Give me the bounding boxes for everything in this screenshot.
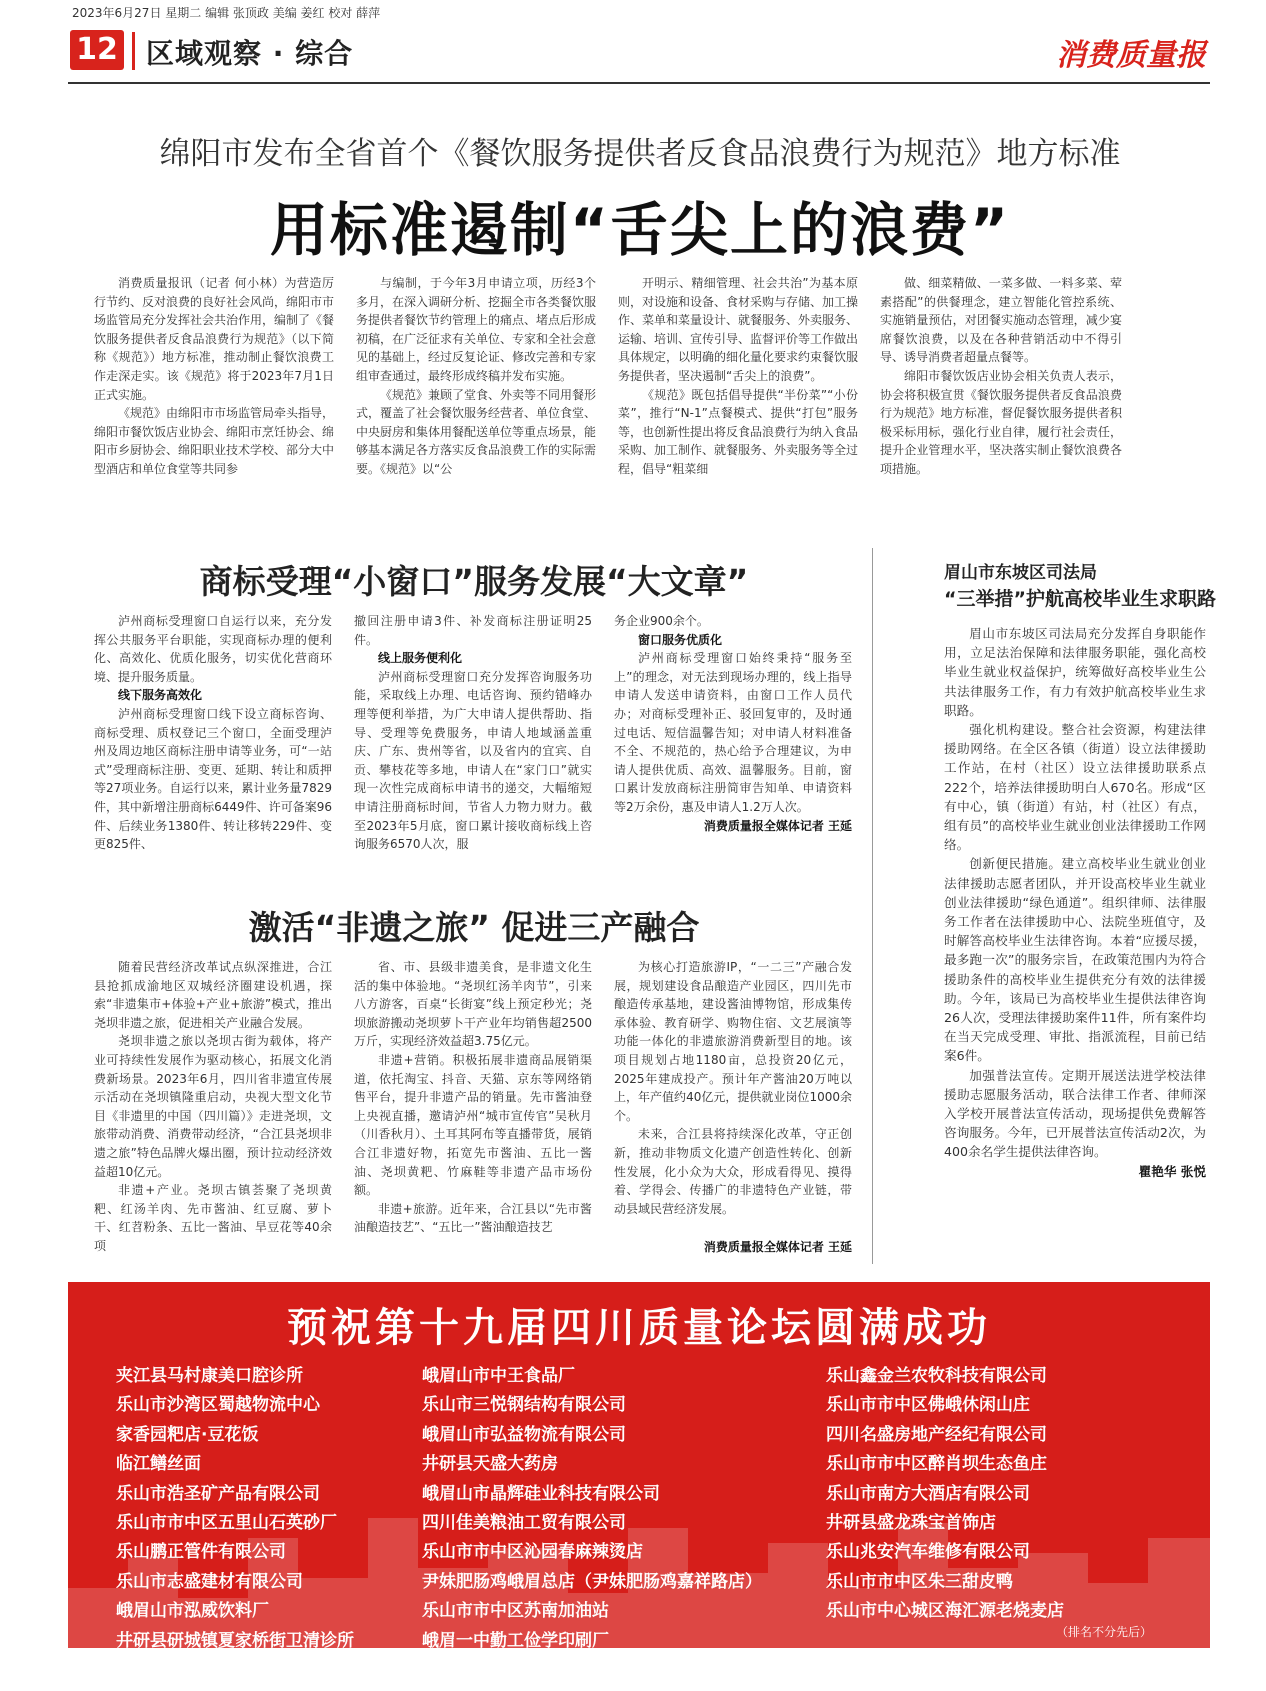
lead-column-2 bbox=[356, 274, 596, 526]
section-title: 区域观察 · 综合 bbox=[146, 37, 354, 70]
ad-title: 预祝第十九届四川质量论坛圆满成功 bbox=[287, 1304, 991, 1351]
byline: 消费质量报全媒体记者 王延 bbox=[703, 818, 852, 833]
company-name: 乐山市市中区朱三甜皮鸭 bbox=[826, 1571, 1013, 1592]
paragraph: 非遗+营销。积极拓展非遗商品展销渠道，依托淘宝、抖音、天猫、京东等网络销售平台，提升非遗产品的销量。先市酱油登上央视直播，邀请泸州“城市宣传官”吴秋月（川香秋月）、土耳其阿布等直播带货，展销合江非遗好物，拓宽先市酱油、五比一酱油、尧坝黄粑、竹麻鞋等非遗产品市场份额。 bbox=[354, 1052, 592, 1198]
lead-headline: 用标准遏制“舌尖上的浪费” bbox=[269, 196, 1011, 264]
paragraph: 尧坝非遗之旅以尧坝古街为载体，将产业可持续性发展作为驱动核心，拓展文化消费新场景。2023年6月，四川省非遗宣传展示活动在尧坝镇隆重启动，央视大型文化节目《非遗里的中国（四川篇）》走进尧坝，文旅带动消费、消费带动经济，“合江县尧坝非遗之旅”特色品牌火爆出圈，预计拉动经济效益超10亿元。 bbox=[94, 1034, 332, 1179]
paragraph: 务企业900余个。 bbox=[614, 614, 709, 628]
company-name: 乐山兆安汽车维修有限公司 bbox=[826, 1542, 1030, 1563]
company-name: 峨眉一中勤工俭学印刷厂 bbox=[422, 1630, 609, 1648]
justice-kicker: 眉山市东坡区司法局 bbox=[944, 563, 1097, 583]
justice-body bbox=[944, 624, 1206, 1250]
company-name: 峨眉山市晶辉硅业科技有限公司 bbox=[422, 1483, 660, 1504]
company-name: 尹妹肥肠鸡峨眉总店（尹妹肥肠鸡嘉祥路店） bbox=[422, 1571, 762, 1592]
edition-meta: 2023年6月27日 星期二 编辑 张顶政 美编 姜红 校对 薛萍 bbox=[72, 6, 381, 20]
header-divider bbox=[132, 32, 135, 70]
paragraph: 《规范》兼顾了堂食、外卖等不同用餐形式，覆盖了社会餐饮服务经营者、单位食堂、中央厨房和集体用餐配送单位等重点场景，能够基本满足各方落实反食品浪费工作的实际需要。《规范》以“公 bbox=[356, 387, 596, 476]
company-name: 峨眉山市中王食品厂 bbox=[422, 1366, 575, 1386]
justice-headline: “三举措”护航高校毕业生求职路 bbox=[944, 588, 1216, 610]
paragraph: 非遗+产业。尧坝古镇荟聚了尧坝黄粑、红汤羊肉、先市酱油、红豆腐、萝卜干、红苕粉条、五比一酱油、旱豆花等40余项 bbox=[94, 1183, 332, 1253]
company-name: 峨眉山市弘益物流有限公司 bbox=[422, 1424, 626, 1445]
paragraph: 《规范》由绵阳市市场监管局牵头指导，绵阳市餐饮饭店业协会、绵阳市烹饪协会、绵阳市乡厨协会、绵阳职业技术学校、部分大中型酒店和单位食堂等共同参 bbox=[94, 406, 334, 476]
ad-company-list-3 bbox=[826, 1362, 1064, 1627]
heritage-column-2 bbox=[354, 958, 592, 1256]
heritage-column-1 bbox=[94, 958, 332, 1256]
trademark-column-2 bbox=[354, 612, 592, 858]
company-name: 四川佳美粮油工贸有限公司 bbox=[422, 1513, 626, 1534]
company-name: 乐山市市中区苏南加油站 bbox=[422, 1601, 609, 1622]
heritage-headline: 激活“非遗之旅” 促进三产融合 bbox=[248, 908, 700, 947]
subhead: 线上服务便利化 bbox=[378, 651, 463, 666]
paragraph: 随着民营经济改革试点纵深推进，合江县抢抓成渝地区双城经济圈建设机遇，探索“非遗集市+体验+产业+旅游”模式，推出尧坝非遗之旅，促进相关产业融合发展。 bbox=[94, 960, 332, 1030]
heritage-byline-block bbox=[614, 1238, 852, 1258]
paragraph: 消费质量报讯（记者 何小林）为营造厉行节约、反对浪费的良好社会风尚，绵阳市市场监管局充分发挥社会共治作用，编制了《餐饮服务提供者反食品浪费行为规范》（以下简称《规范》）地方标准，推动制止餐饮浪费工作走深走实。该《规范》将于2023年7月1日正式实施。 bbox=[94, 276, 334, 402]
paragraph: 与编制，于今年3月申请立项，历经3个多月，在深入调研分析、挖掘全市各类餐饮服务提供者餐饮节约管理上的痛点、堵点后形成初稿，在广泛征求有关单位、专家和全社会意见的基础上，经过反复论证、修改完善和专家组审查通过，最终形成终稿并发布实施。 bbox=[356, 276, 596, 383]
paragraph: 创新便民措施。建立高校毕业生就业创业法律援助志愿者团队，并开设高校毕业生就业创业法律援助“绿色通道”。组织律师、法律服务工作者在法律援助中心、法院坐班值守，及时解答高校毕业生法律咨询。本着“应援尽援，最多跑一次”的服务宗旨，在政策范围内为符合援助条件的高校毕业生提供充分有效的法律援助。今年，该局已为高校毕业生提供法律咨询26人次，受理法律援助案件11件，所有案件均在当天完成受理、审批、指派流程，目前已结案6件。 bbox=[944, 856, 1206, 1064]
paragraph: 省、市、县级非遗美食，是非遗文化生活的集中体验地。“尧坝红汤羊肉节”，引来八方游客，百桌“长街宴”线上预定秒光；尧坝旅游搬动尧坝萝卜干产业年均销售超2500万斤，实现经济效益超3.75亿元。 bbox=[354, 960, 592, 1049]
paragraph: 做、细菜精做、一菜多做、一料多菜、荤素搭配”的供餐理念，建立智能化管控系统、实施销量预估，对团餐实施动态管理，减少宴席餐饮浪费，以及在各种营销活动中不得引导、诱导消费者超量点餐等。 bbox=[880, 276, 1122, 365]
company-name: 乐山市市中区五里山石英砂厂 bbox=[116, 1513, 337, 1534]
paragraph: 泸州商标受理窗口充分发挥咨询服务功能，采取线上办理、电话咨询、预约错峰办理等便利举措，为广大申请人提供帮助、指导、受理等免费服务，申请人地域涵盖重庆、广东、贵州等省，以及省内的宜宾、自贡、攀枝花等多地，申请人在“家门口”就实现一次性完成商标申请书的递交，大幅缩短申请注册商标时间，节省人力物力财力。截至2023年5月底，窗口累计接收商标线上咨询服务6570人次，服 bbox=[354, 669, 592, 852]
byline: 瞿艳华 张悦 bbox=[1138, 1163, 1206, 1179]
paragraph: 非遗+旅游。近年来，合江县以“先市酱油酿造技艺”、“五比一”酱油酿造技艺 bbox=[354, 1201, 592, 1235]
heritage-column-3 bbox=[614, 958, 852, 1238]
company-name: 峨眉山市泓威饮料厂 bbox=[116, 1601, 269, 1622]
trademark-column-1 bbox=[94, 612, 332, 858]
lead-column-3 bbox=[618, 274, 858, 526]
company-name: 乐山市中心城区海汇源老烧麦店 bbox=[826, 1601, 1064, 1622]
paragraph: 强化机构建设。整合社会资源，构建法律援助网络。在全区各镇（街道）设立法律援助工作站，在村（社区）设立法律援助联系点222个，培养法律援助明白人670名。形成“区有中心，镇（街道）有站，村（社区）有点，组有员”的高校毕业生就业创业法律援助工作网络。 bbox=[944, 722, 1206, 853]
company-name: 乐山市浩圣矿产品有限公司 bbox=[116, 1483, 320, 1504]
company-name: 井研县研城镇夏家桥街卫清诊所 bbox=[116, 1630, 354, 1648]
page-header bbox=[0, 0, 1266, 84]
ad-company-list-2 bbox=[422, 1362, 762, 1648]
paragraph: 未来，合江县将持续深化改革，守正创新，推动非物质文化遗产创造性转化、创新性发展，化小众为大众，形成看得见、摸得着、学得会、传播广的非遗特色产业链，带动县域民营经济发展。 bbox=[614, 1127, 852, 1216]
company-name: 乐山市市中区醉肖坝生态鱼庄 bbox=[826, 1454, 1047, 1475]
lead-kicker: 绵阳市发布全省首个《餐饮服务提供者反食品浪费行为规范》地方标准 bbox=[159, 136, 1121, 172]
lead-column-4 bbox=[880, 274, 1122, 526]
heritage-byline: 消费质量报全媒体记者 王延 bbox=[703, 1240, 852, 1254]
paragraph: 泸州商标受理窗口自运行以来，充分发挥公共服务平台职能，实现商标办理的便利化、高效化、优质化服务，切实优化营商环境、提升服务质量。 bbox=[94, 614, 332, 684]
header-rule bbox=[68, 82, 1210, 84]
company-name: 家香园粑店·豆花饭 bbox=[116, 1424, 259, 1445]
company-name: 乐山鹏正管件有限公司 bbox=[116, 1542, 286, 1563]
congratulations-ad bbox=[68, 1282, 1210, 1648]
company-name: 井研县盛龙珠宝首饰店 bbox=[826, 1513, 996, 1534]
subhead: 线下服务高效化 bbox=[118, 688, 203, 703]
paragraph: 撤回注册申请3件、补发商标注册证明25件。 bbox=[354, 614, 592, 647]
company-name: 乐山市三悦钢结构有限公司 bbox=[422, 1395, 626, 1416]
paragraph: 泸州商标受理窗口线下设立商标咨询、商标受理、质权登记三个窗口，全面受理泸州及周边地区商标注册申请等业务，可“一站式”受理商标注册、变更、延期、转让和质押等27项业务。自运行以来，累计业务量7829件，其中新增注册商标6449件、许可备案96件、后续业务1380件、转让移转229件、变更825件、 bbox=[94, 706, 332, 852]
paragraph: 《规范》既包括倡导提供“半份菜”“小份菜”，推行“N-1”点餐模式、提供“打包”服务等，也创新性提出将反食品浪费行为纳入食品采购、加工制作、就餐服务、外卖服务等全过程，倡导“粗菜细 bbox=[618, 387, 858, 476]
company-name: 乐山市沙湾区蜀越物流中心 bbox=[116, 1395, 320, 1416]
trademark-column-3 bbox=[614, 612, 852, 872]
company-name: 四川名盛房地产经纪有限公司 bbox=[826, 1424, 1047, 1445]
company-name: 夹江县马村康美口腔诊所 bbox=[116, 1366, 303, 1386]
paragraph: 泸州商标受理窗口始终秉持“服务至上”的理念，对无法到现场办理的，线上指导申请人发送申请资料，由窗口工作人员代办；对商标受理补正、驳回复审的，及时通过电话、短信温馨告知；对申请人材料准备不全、不规范的，热心给予合理建议，为申请人提供优质、高效、温馨服务。目前，窗口累计发放商标注册简审告知单、申请资料等2万余份，惠及申请人1.2万人次。 bbox=[614, 651, 852, 814]
page-number: 12 bbox=[70, 30, 124, 70]
paragraph: 为核心打造旅游IP，“一二三”产融合发展，规划建设食品酿造产业园区，四川先市酿造传承基地，建设酱油博物馆，形成集传承体验、教育研学、购物住宿、文艺展演等功能一体化的非遗旅游消费新型目的地。该项目规划占地1180亩，总投资20亿元，2025年建成投产。预计年产酱油20万吨以上，年产值约40亿元，提供就业岗位1000余个。 bbox=[614, 960, 852, 1123]
paragraph: 眉山市东坡区司法局充分发挥自身职能作用，立足法治保障和法律服务职能，强化高校毕业生就业权益保护，统筹做好高校毕业生公共法律服务工作，有力有效护航高校毕业生求职路。 bbox=[944, 626, 1206, 718]
company-name: 井研县天盛大药房 bbox=[422, 1454, 558, 1475]
company-name: 乐山市志盛建材有限公司 bbox=[116, 1571, 303, 1592]
company-name: 乐山市南方大酒店有限公司 bbox=[826, 1483, 1030, 1504]
paragraph: 绵阳市餐饮饭店业协会相关负责人表示，协会将积极宣贯《餐饮服务提供者反食品浪费行为规范》地方标准，督促餐饮服务提供者积极采标用标，强化行业自律，履行社会责任，提升企业管理水平，坚决落实制止餐饮浪费各项措施。 bbox=[880, 368, 1122, 476]
ad-company-list-1 bbox=[116, 1362, 354, 1648]
column-divider bbox=[872, 548, 873, 1264]
company-name: 乐山鑫金兰农牧科技有限公司 bbox=[826, 1366, 1047, 1386]
ad-ranking-note: （排名不分先后） bbox=[1055, 1625, 1152, 1639]
paragraph: 加强普法宣传。定期开展送法进学校法律援助志愿服务活动，联合法律工作者、律师深入学校开展普法宣传活动，现场提供免费解答咨询服务。今年，已开展普法宣传活动2次，为400余名学生提供法律咨询。 bbox=[944, 1067, 1206, 1160]
newspaper-logo: 消费质量报 bbox=[1056, 38, 1206, 73]
trademark-headline: 商标受理“小窗口”服务发展“大文章” bbox=[199, 562, 749, 601]
company-name: 临江鳝丝面 bbox=[116, 1454, 201, 1475]
paragraph: 开明示、精细管理、社会共治”为基本原则，对设施和设备、食材采购与存储、加工操作、菜单和菜量设计、就餐服务、外卖服务、运输、培训、宣传引导、监督评价等工作做出具体规定，以明确的细化量化要求约束餐饮服务提供者，坚决遏制“舌尖上的浪费”。 bbox=[618, 276, 858, 383]
subhead: 窗口服务优质化 bbox=[638, 632, 723, 647]
company-name: 乐山市市中区沁园春麻辣烫店 bbox=[422, 1542, 643, 1563]
lead-column-1 bbox=[94, 274, 334, 526]
company-name: 乐山市市中区佛峨休闲山庄 bbox=[826, 1395, 1030, 1416]
